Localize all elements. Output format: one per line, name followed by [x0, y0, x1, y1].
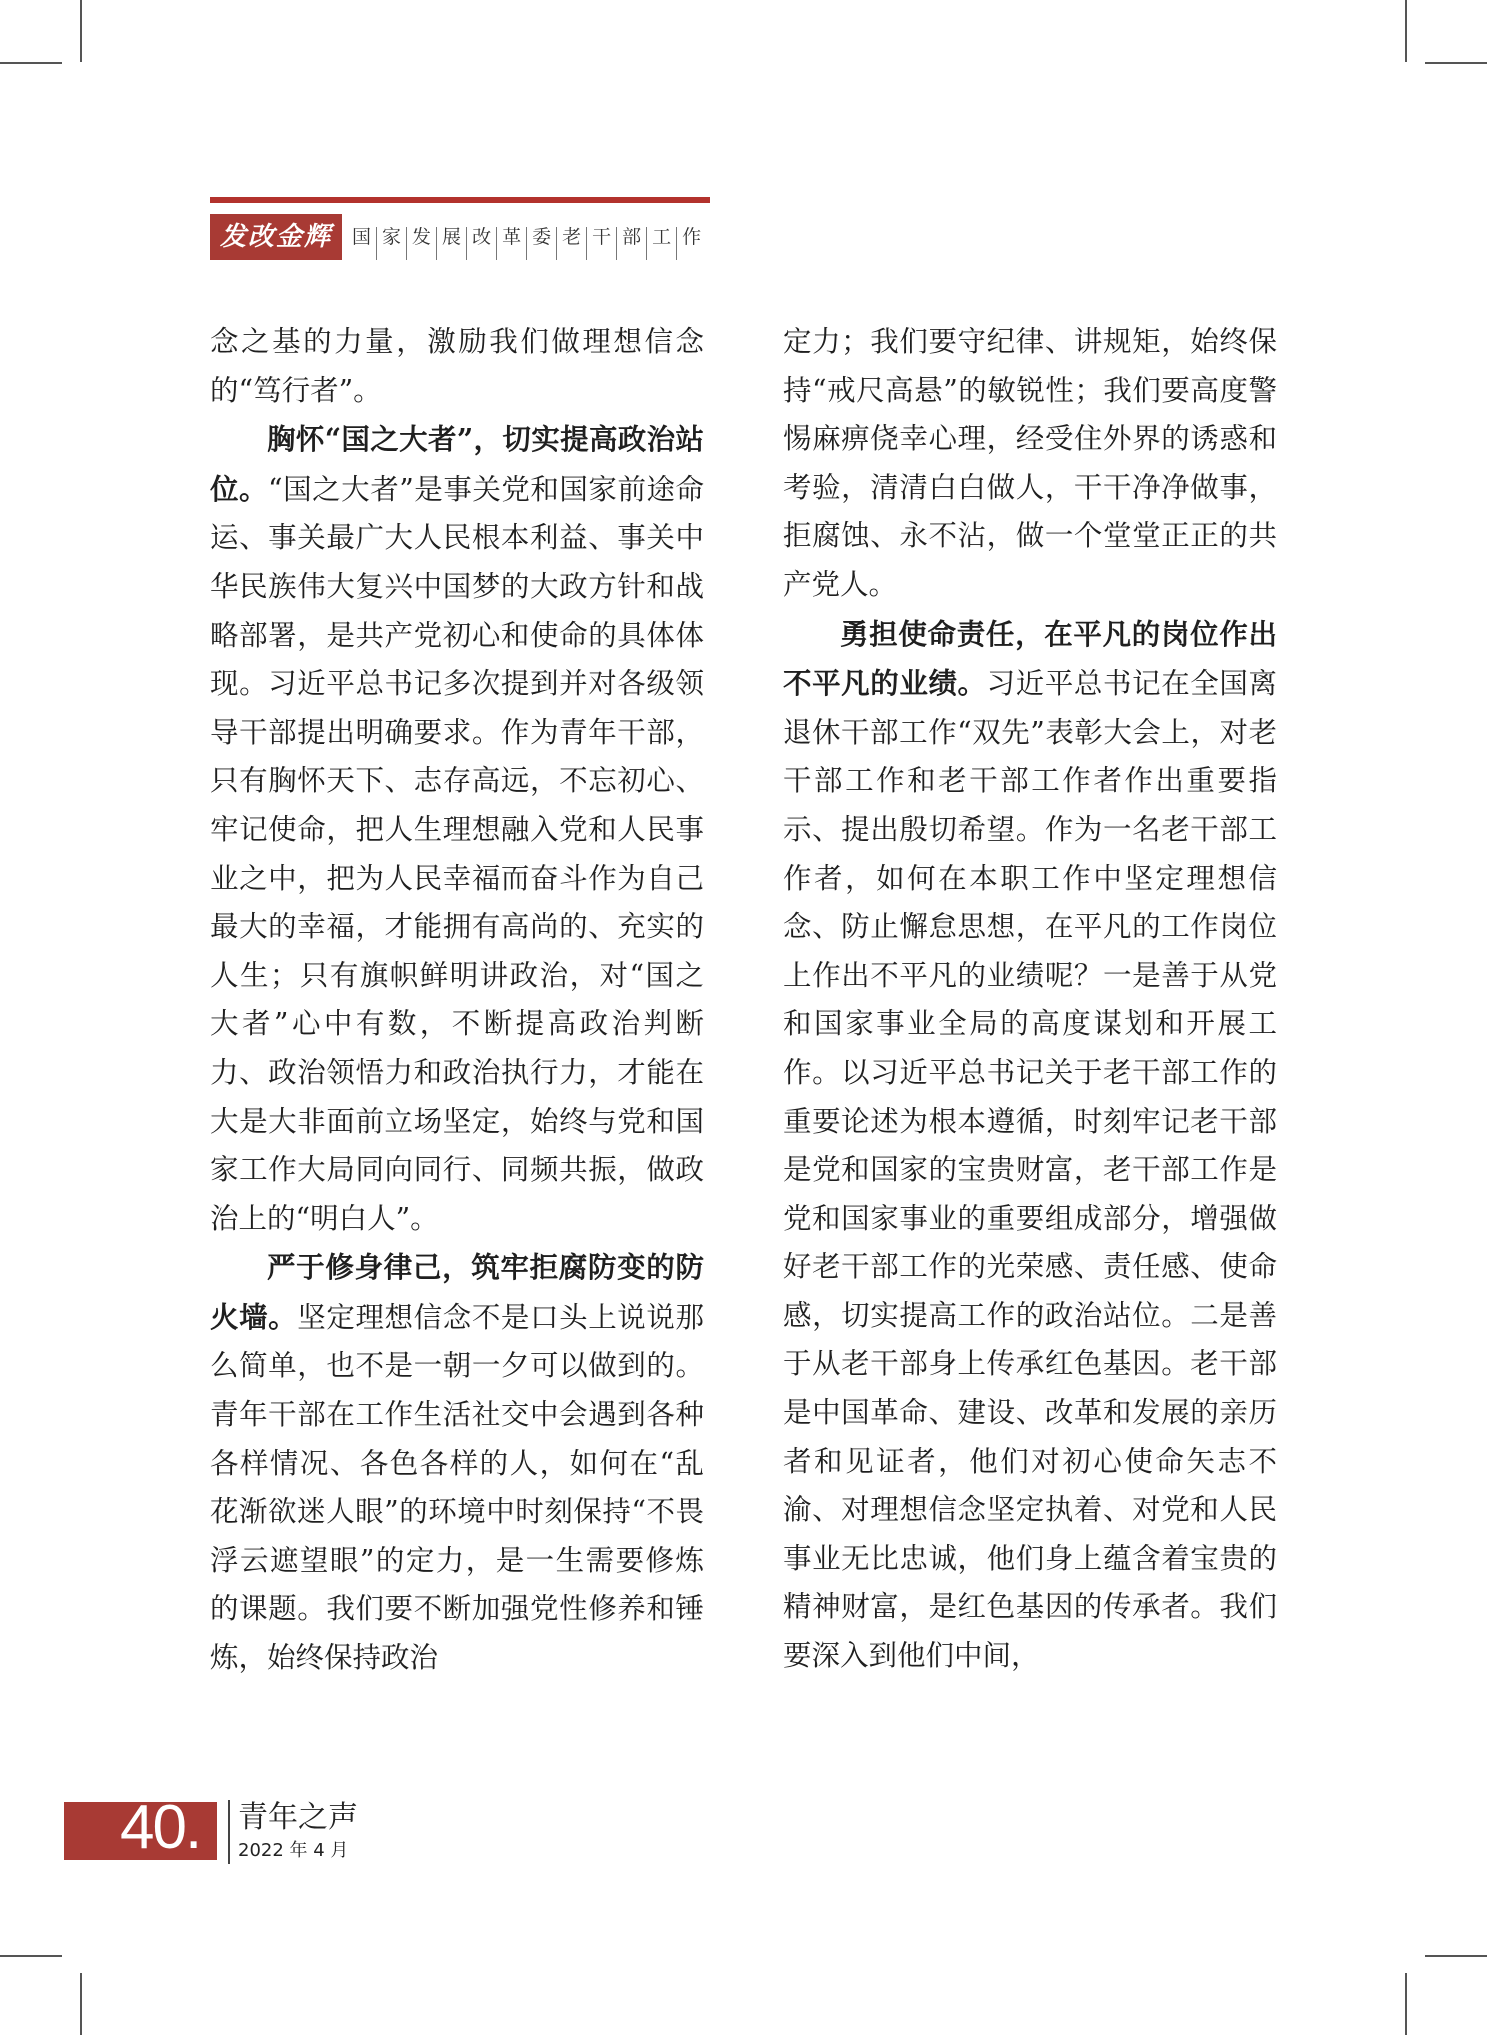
crop-mark-bl-v — [80, 1973, 82, 2035]
tagline-char: 国 — [352, 227, 377, 260]
paragraph — [783, 610, 1277, 1681]
paragraph-heading: 胸怀“国之大者”，切实提高政治站位。 — [210, 422, 704, 506]
tagline-char: 作 — [682, 226, 702, 248]
paragraph-body: 习近平总书记在全国离退休干部工作“双先”表彰大会上，对老干部工作和老干部工作者作出重要指示、提出殷切希望。作为一名老干部工作者，如何在本职工作中坚定理想信念、防止懈怠思想，在平凡的工作岗位上作出不平凡的业绩呢？一是善于从党和国家事业全局的高度谋划和开展工作。以习近平总书记关于老干部工作的重要论述为根本遵循，时刻牢记老干部是党和国家的宝贵财富，老干部工作是党和国家事业的重要组成部分，增强做好老干部工作的光荣感、责任感、使命感，切实提高工作的政治站位。二是善于从老干部身上传承红色基因。老干部是中国革命、建设、改革和发展的亲历者和见证者，他们对初心使命矢志不渝、对理想信念坚定执着、对党和人民事业无比忠诚，他们身上蕴含着宝贵的精神财富，是红色基因的传承者。我们要深入到他们中间， — [783, 667, 1277, 1673]
tagline-char: 发 — [407, 227, 437, 260]
tagline-char: 革 — [497, 227, 527, 260]
crop-mark-br-h — [1425, 1955, 1487, 1957]
footer-divider — [228, 1800, 230, 1864]
article-column-right — [783, 318, 1277, 1681]
crop-mark-tr-v — [1405, 0, 1407, 62]
article-column-left — [210, 318, 704, 1683]
magazine-name: 青年之声 — [238, 1800, 358, 1835]
tagline-char: 展 — [437, 227, 467, 260]
tagline-char: 老 — [557, 227, 587, 260]
issue-date: 2022 年 4 月 — [238, 1840, 349, 1861]
paragraph-body: “国之大者”是事关党和国家前途命运、事关最广大人民根本利益、事关中华民族伟大复兴中国梦的大政方针和战略部署，是共产党初心和使命的具体体现。习近平总书记多次提到并对各级领导干部提出明确要求。作为青年干部，只有胸怀天下、志存高远，不忘初心、牢记使命，把人生理想融入党和人民事业之中，把为人民幸福而奋斗作为自己最大的幸福，才能拥有高尚的、充实的人生；只有旗帜鲜明讲政治，对“国之大者”心中有数，不断提高政治判断力、政治领悟力和政治执行力，才能在大是大非面前立场坚定，始终与党和国家工作大局同向同行、同频共振，做政治上的“明白人”。 — [210, 472, 704, 1235]
paragraph-heading: 严于修身律己，筑牢拒腐防变的防火墙。 — [210, 1250, 704, 1334]
section-tagline — [352, 214, 706, 260]
paragraph: 念之基的力量，激励我们做理想信念的“笃行者”。 — [210, 325, 704, 407]
paragraph-heading: 勇担使命责任，在平凡的岗位作出不平凡的业绩。 — [783, 616, 1277, 701]
crop-mark-tr-h — [1425, 62, 1487, 64]
paragraph-body: 坚定理想信念不是口头上说说那么简单，也不是一朝一夕可以做到的。青年干部在工作生活社交中会遇到各种各样情况、各色各样的人，如何在“乱花渐欲迷人眼”的环境中时刻保持“不畏浮云遮望眼”的定力，是一生需要修炼的课题。我们要不断加强党性修养和锤炼，始终保持政治 — [210, 1300, 704, 1675]
page-number: 40. — [120, 1793, 201, 1862]
paragraph: 定力；我们要守纪律、讲规矩，始终保持“戒尺高悬”的敏锐性；我们要高度警惕麻痹侥幸心理，经受住外界的诱惑和考验，清清白白做人，干干净净做事，拒腐蚀、永不沾，做一个堂堂正正的共产党人。 — [783, 325, 1277, 601]
crop-mark-tl-h — [0, 62, 62, 64]
tagline-char: 部 — [617, 227, 647, 260]
crop-mark-bl-h — [0, 1955, 62, 1957]
paragraph — [210, 415, 704, 1243]
crop-mark-tl-v — [80, 0, 82, 62]
tagline-char: 家 — [377, 227, 407, 260]
header-rule — [210, 197, 710, 203]
tagline-char: 改 — [467, 227, 497, 260]
section-logo: 发改金辉 — [210, 214, 342, 260]
tagline-char: 工 — [647, 227, 677, 260]
tagline-char: 干 — [587, 227, 617, 260]
paragraph — [210, 1243, 704, 1682]
crop-mark-br-v — [1405, 1973, 1407, 2035]
tagline-char: 委 — [527, 227, 557, 260]
